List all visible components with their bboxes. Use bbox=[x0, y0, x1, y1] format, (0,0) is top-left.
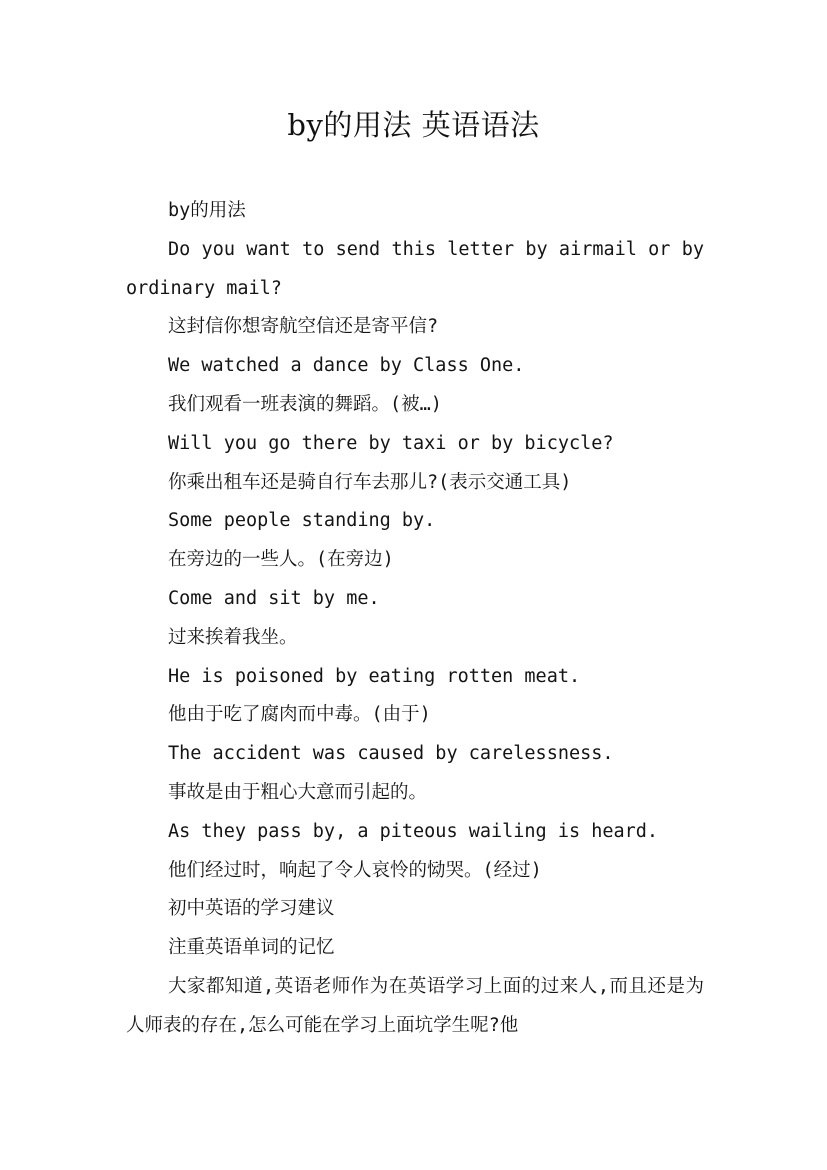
paragraph: Some people standing by. bbox=[168, 510, 436, 532]
paragraph: 初中英语的学习建议 bbox=[168, 898, 335, 920]
paragraph: 注重英语单词的记忆 bbox=[168, 937, 335, 959]
paragraph: We watched a dance by Class One. bbox=[168, 355, 525, 377]
paragraph: 在旁边的一些人。(在旁边) bbox=[168, 549, 394, 571]
paragraph: 事故是由于粗心大意而引起的。 bbox=[168, 781, 428, 803]
paragraph: As they pass by, a piteous wailing is heard. bbox=[168, 820, 659, 842]
paragraph: Come and sit by me. bbox=[168, 587, 380, 609]
paragraph: Will you go there by taxi or by bicycle? bbox=[168, 432, 614, 454]
paragraph: He is poisoned by eating rotten meat. bbox=[168, 665, 581, 687]
document-body bbox=[126, 192, 704, 1046]
document-title: by的用法 英语语法 bbox=[287, 108, 540, 142]
paragraph: by的用法 bbox=[168, 200, 246, 221]
paragraph: 我们观看一班表演的舞蹈。(被…) bbox=[168, 393, 442, 415]
paragraph: 他们经过时，响起了令人哀怜的恸哭。(经过) bbox=[168, 859, 542, 881]
paragraph: 你乘出租车还是骑自行车去那儿?(表示交通工具) bbox=[168, 471, 572, 493]
paragraph: 这封信你想寄航空信还是寄平信? bbox=[168, 316, 439, 338]
paragraph: Do you want to send this letter by airmail or by ordinary mail? bbox=[126, 238, 704, 299]
paragraph: 他由于吃了腐肉而中毒。(由于) bbox=[168, 704, 431, 726]
paragraph: 过来挨着我坐。 bbox=[168, 626, 298, 648]
paragraph: 大家都知道,英语老师作为在英语学习上面的过来人,而且还是为人师表的存在,怎么可能在学习上面坑学生呢?他 bbox=[126, 975, 704, 1036]
paragraph: The accident was caused by carelessness. bbox=[168, 743, 614, 765]
